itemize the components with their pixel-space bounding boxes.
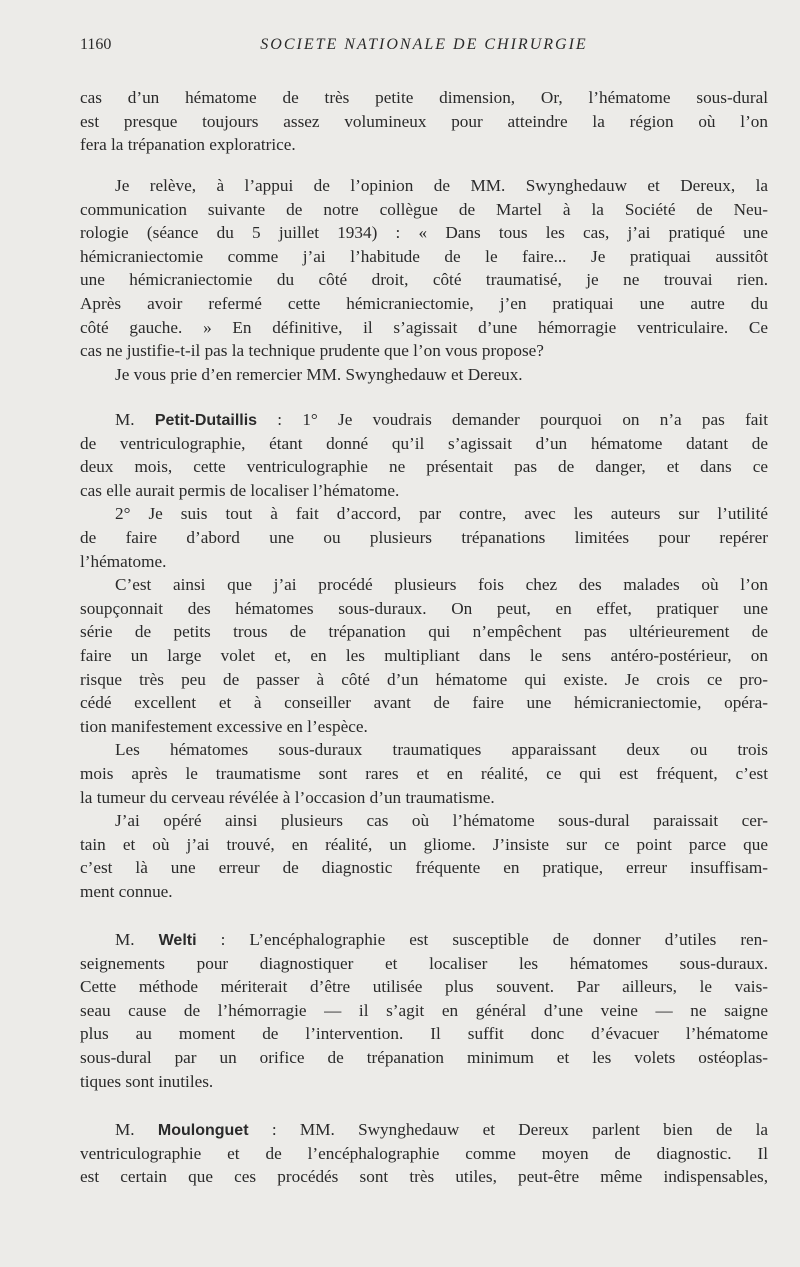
- text-line: [80, 1118, 768, 1142]
- text-line: sous-dural par un orifice de trépanation minimum et les volets ostéoplas-: [80, 1047, 768, 1067]
- paragraph: [80, 809, 768, 903]
- text-line: tion manifestement excessive en l’espèce.: [80, 716, 368, 736]
- line-text: : L’encéphalographie est susceptible de donner d’utiles ren-: [196, 930, 768, 949]
- speaker-prefix: M.: [115, 1120, 158, 1139]
- speaker-name: Welti: [158, 932, 197, 949]
- text-line: Les hématomes sous-duraux traumatiques apparaissant deux ou trois: [115, 740, 768, 760]
- text-line: seau cause de l’hémorragie — il s’agit en général d’une veine — ne saigne: [80, 1000, 768, 1020]
- text-section: [80, 928, 768, 1093]
- text-line: tain et où j’ai trouvé, en réalité, un gliome. J’insiste sur ce point parce que: [80, 834, 768, 854]
- text-line: [80, 928, 768, 952]
- page-number: 1160: [80, 36, 112, 53]
- text-line: plus au moment de l’intervention. Il suffit donc d’évacuer l’hématome: [80, 1024, 768, 1044]
- text-section: [80, 408, 768, 903]
- text-line: J’ai opéré ainsi plusieurs cas où l’hématome sous-dural paraissait cer-: [115, 811, 768, 831]
- speaker-name: Petit-Dutaillis: [154, 412, 258, 429]
- text-line: C’est ainsi que j’ai procédé plusieurs fois chez des malades où l’on: [115, 575, 768, 595]
- text-line: de ventriculographie, étant donné qu’il s’agissait d’un hématome datant de: [80, 433, 768, 453]
- text-line: seignements pour diagnostiquer et localiser les hématomes sous-duraux.: [80, 953, 768, 973]
- text-line: mois après le traumatisme sont rares et en réalité, ce qui est fréquent, c’est: [80, 763, 768, 783]
- speaker-paragraph: [80, 408, 768, 502]
- paragraph: [80, 502, 768, 573]
- text-line: est certain que ces procédés sont très utiles, peut-être même indispensables,: [80, 1167, 768, 1187]
- text-line: une hémicraniectomie du côté droit, côté traumatisé, je ne trouvai rien.: [80, 270, 768, 290]
- paragraph: [80, 86, 768, 157]
- text-line: risque très peu de passer à côté d’un hématome qui existe. Je crois ce pro-: [80, 669, 768, 689]
- text-line: cas ne justifie-t-il pas la technique prudente que l’on vous propose?: [80, 341, 544, 361]
- text-line: Je relève, à l’appui de l’opinion de MM. Swynghedauw et Dereux, la: [115, 176, 768, 195]
- text-line: faire un large volet et, en les multipliant dans le sens antéro-postérieur, on: [80, 645, 768, 665]
- text-line: soupçonnait des hématomes sous-duraux. On peut, en effet, pratiquer une: [80, 598, 768, 618]
- text-line: rologie (séance du 5 juillet 1934) : « Dans tous les cas, j’ai pratiqué une: [80, 223, 768, 243]
- paragraph: [80, 573, 768, 738]
- text-line: cas elle aurait permis de localiser l’hématome.: [80, 480, 400, 500]
- paragraph: [80, 738, 768, 809]
- paragraph: [80, 363, 768, 387]
- text-section: [80, 174, 768, 386]
- text-line: [80, 408, 768, 432]
- speaker-paragraph: [80, 1118, 768, 1189]
- text-line: Cette méthode mériterait d’être utilisée plus souvent. Par ailleurs, le vais-: [80, 977, 768, 997]
- text-line: de faire d’abord une ou plusieurs trépanations limitées pour repérer: [80, 527, 768, 547]
- text-line: Je vous prie d’en remercier MM. Swynghedauw et Dereux.: [115, 364, 523, 384]
- paragraph: [80, 174, 768, 363]
- running-title: SOCIETE NATIONALE DE CHIRURGIE: [260, 36, 588, 53]
- speaker-paragraph: [80, 928, 768, 1093]
- text-line: deux mois, cette ventriculographie ne présentait pas de danger, et dans ce: [80, 457, 768, 477]
- text-line: hémicraniectomie comme j’ai l’habitude de le faire... Je pratiquai aussitôt: [80, 246, 768, 266]
- text-line: c’est là une erreur de diagnostic fréquente en pratique, erreur insuffisam-: [80, 858, 768, 878]
- text-line: cas d’un hématome de très petite dimension, Or, l’hématome sous-dural: [80, 88, 768, 107]
- running-header: [80, 36, 768, 58]
- text-line: fera la trépanation exploratrice.: [80, 135, 296, 155]
- text-line: est presque toujours assez volumineux pour atteindre la région où l’on: [80, 111, 768, 131]
- speaker-prefix: M.: [115, 930, 159, 949]
- text-line: Après avoir refermé cette hémicraniectomie, j’en pratiquai une autre du: [80, 293, 768, 313]
- text-line: côté gauche. » En définitive, il s’agissait d’une hémorragie ventriculaire. Ce: [80, 317, 768, 337]
- line-text: : 1° Je voudrais demander pourquoi on n’a pas fait: [257, 410, 768, 429]
- speaker-name: Moulonguet: [157, 1122, 249, 1139]
- text-line: ment connue.: [80, 881, 173, 901]
- text-line: ventriculographie et de l’encéphalographie comme moyen de diagnostic. Il: [80, 1143, 768, 1163]
- text-line: série de petits trous de trépanation qui n’empêchent pas ultérieurement de: [80, 622, 768, 642]
- text-line: cédé excellent et à conseiller avant de faire une hémicraniectomie, opéra-: [80, 693, 768, 713]
- text-line: communication suivante de notre collègue de Martel à la Société de Neu-: [80, 199, 768, 219]
- text-line: tiques sont inutiles.: [80, 1071, 214, 1091]
- text-line: l’hématome.: [80, 551, 167, 571]
- text-line: 2° Je suis tout à fait d’accord, par contre, avec les auteurs sur l’utilité: [115, 504, 768, 524]
- text-section: [80, 1118, 768, 1189]
- text-line: la tumeur du cerveau révélée à l’occasion d’un traumatisme.: [80, 787, 495, 807]
- speaker-prefix: M.: [115, 410, 155, 429]
- text-section: [80, 86, 768, 157]
- line-text: : MM. Swynghedauw et Dereux parlent bien de la: [248, 1120, 768, 1139]
